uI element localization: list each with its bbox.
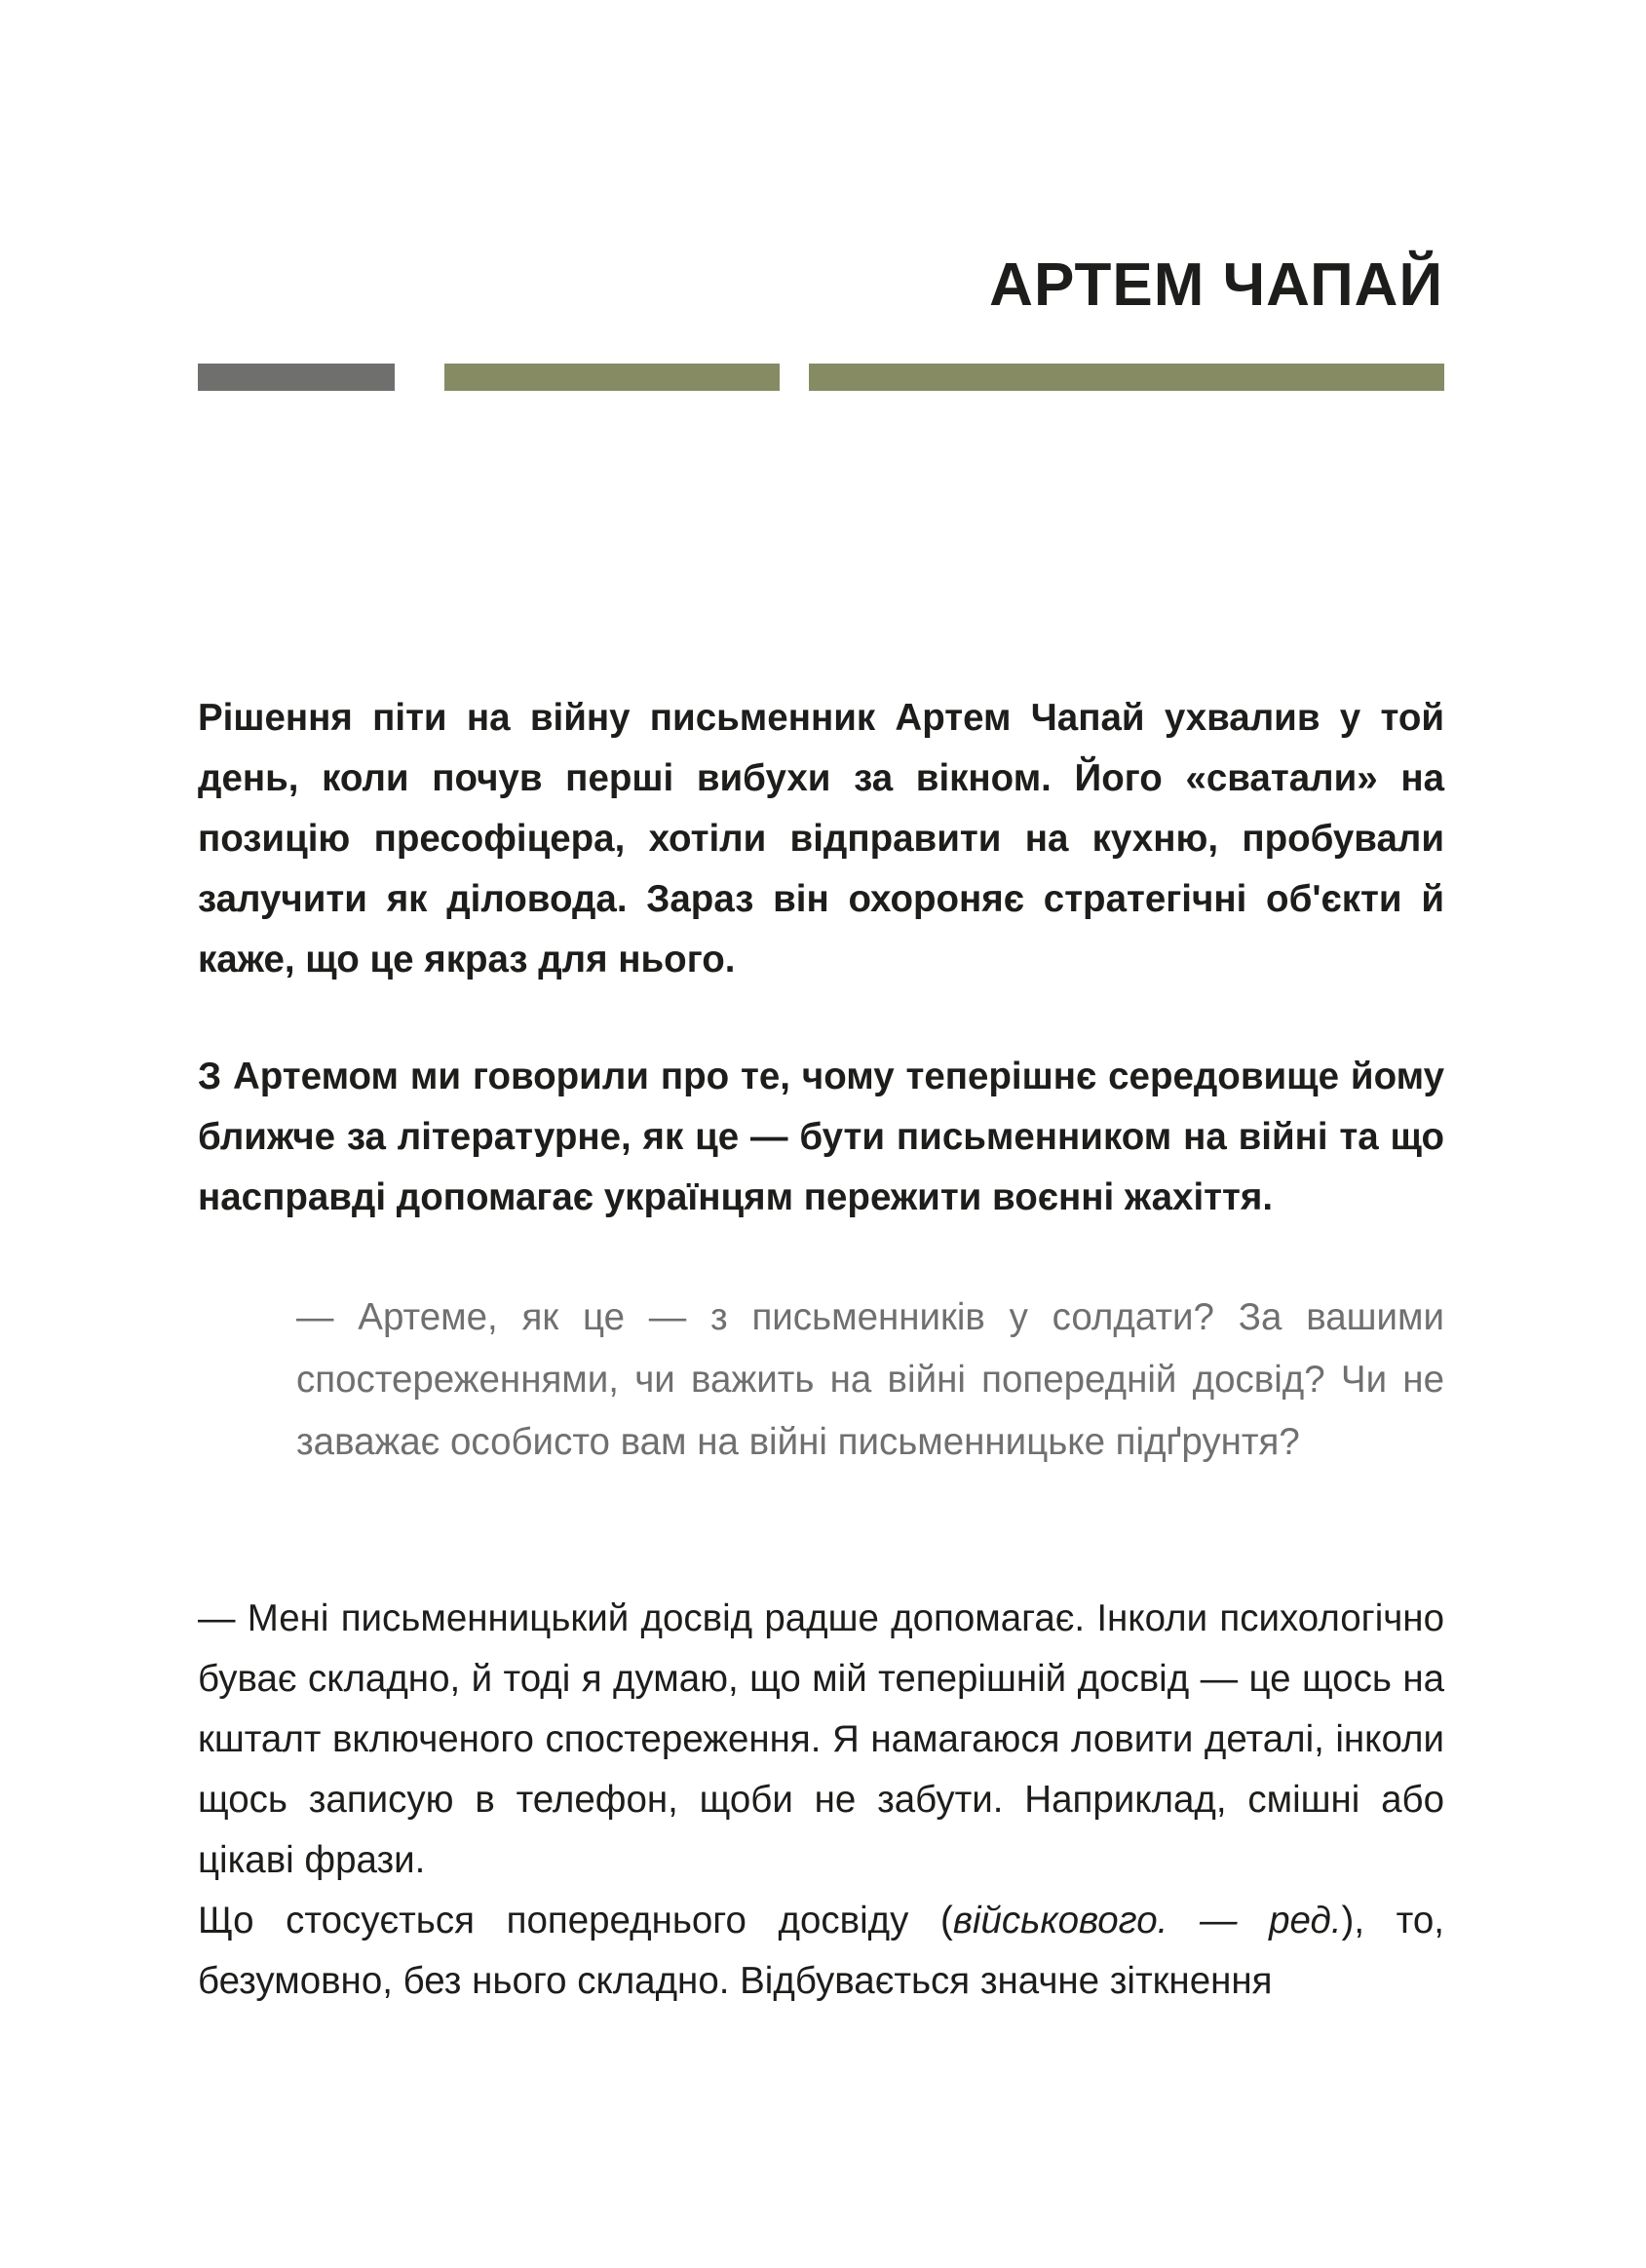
- decorative-bar-gray: [198, 364, 395, 391]
- editor-note: військового. — ред.: [952, 1900, 1342, 1941]
- answer-text-after: ), то, безумовно, без нього складно. Відбувається значне зіткнення: [198, 1900, 1444, 2002]
- interview-answer: — Мені письменницький досвід радше допомагає. Інколи психологічно буває складно, й тоді я думаю, що мій теперішній досвід — це щось на кшталт включеного спостереження. Я намагаюся ловити деталі, інколи щось записую в телефон, щоби не забути. Наприклад, смішні або цікаві фрази.: [198, 1597, 1444, 1881]
- lead-paragraph: Рішення піти на війну письменник Артем Чапай ухвалив у той день, коли почув перші вибухи за вікном. Його «сватали» на позицію пресофіцера, хотіли відправити на кухню, пробували залучити як діловода. Зараз він охороняє стратегічні об'єкти й каже, що це якраз для нього.: [198, 697, 1444, 980]
- interview-answer-continued: [198, 1891, 1444, 2012]
- decorative-bar-olive-long: [809, 364, 1444, 391]
- interview-question: — Артеме, як це — з письменників у солдати? За вашими спостереженнями, чи важить на війні попередній досвід? Чи не заважає особисто вам на війні письменницьке підґрунтя?: [296, 1296, 1444, 1463]
- page-title: АРТЕМ ЧАПАЙ: [989, 251, 1443, 319]
- lead-paragraph-2: З Артемом ми говорили про те, чому теперішнє середовище йому ближче за літературне, як це — бути письменником на війні та що насправді допомагає українцям пережити воєнні жахіття.: [198, 1056, 1444, 1218]
- answer-text-before: Що стосується попереднього досвіду (: [198, 1900, 953, 1941]
- decorative-bar-olive: [444, 364, 780, 391]
